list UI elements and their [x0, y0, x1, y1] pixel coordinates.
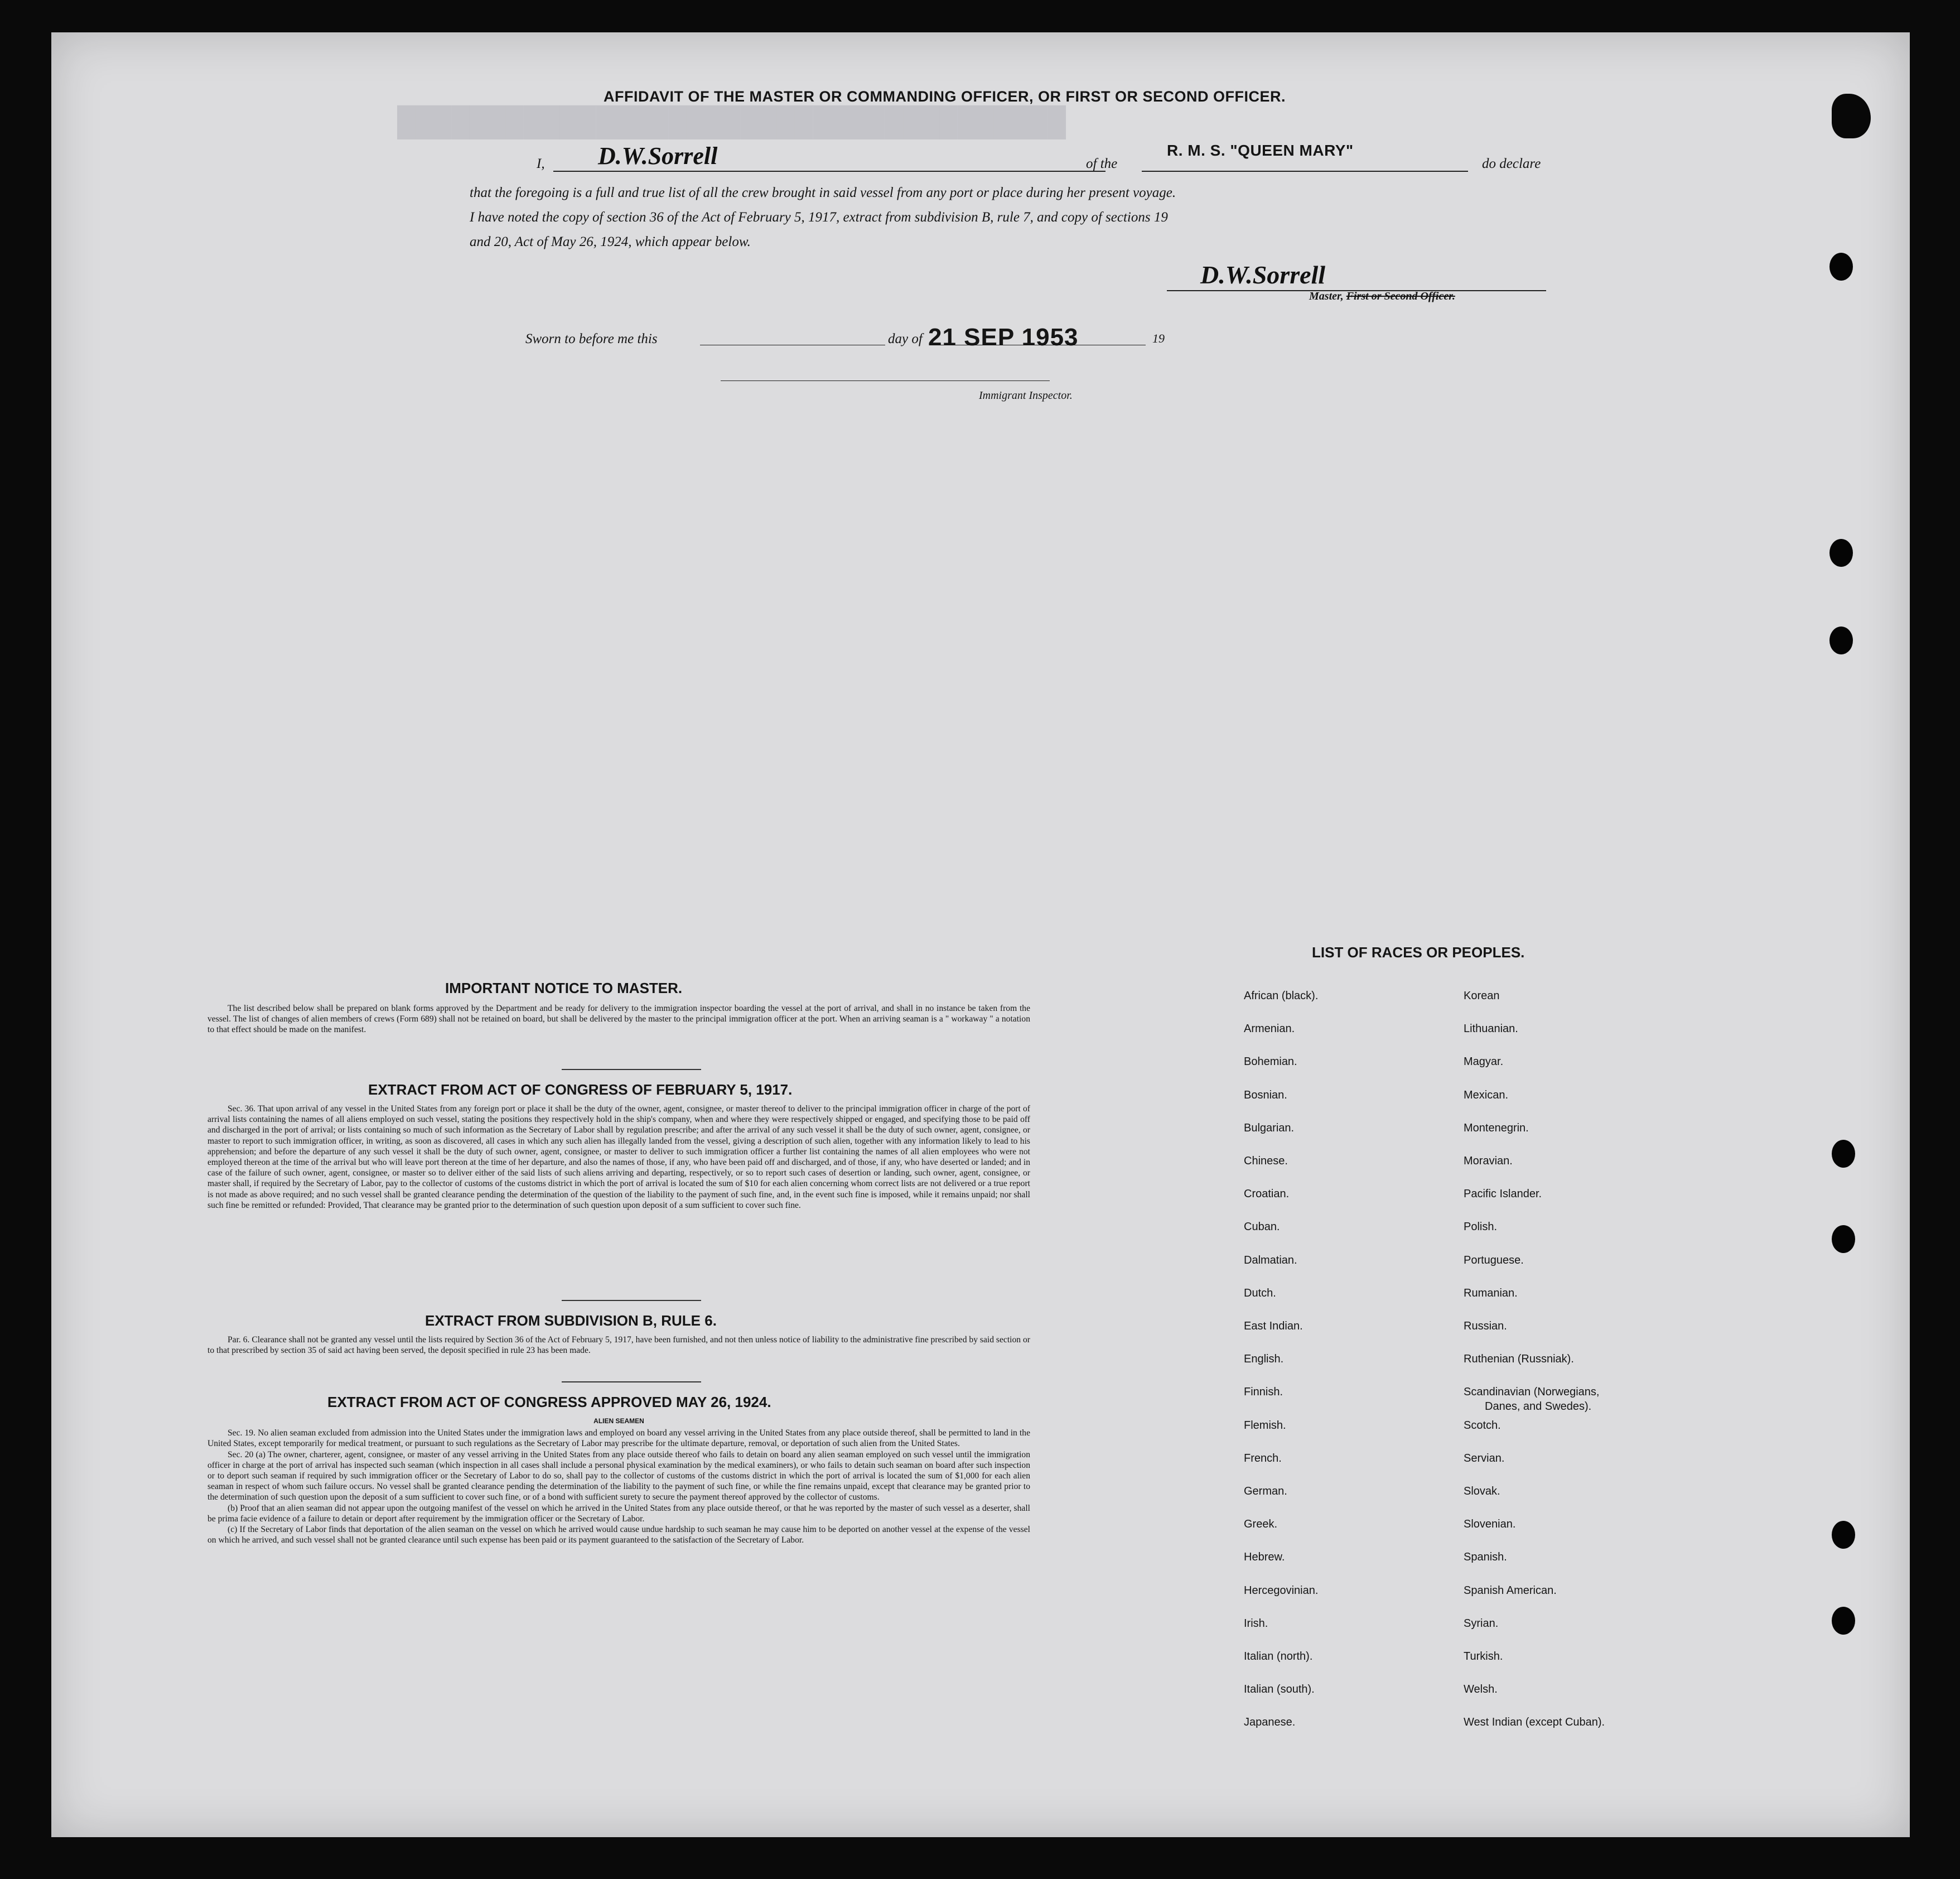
race-item: Flemish.: [1244, 1419, 1286, 1432]
race-item: East Indian.: [1244, 1320, 1303, 1332]
race-item: Danes, and Swedes).: [1485, 1400, 1592, 1413]
race-item: Dalmatian.: [1244, 1254, 1297, 1266]
race-item: Italian (north).: [1244, 1650, 1313, 1663]
sworn-label: Sworn to before me this: [525, 331, 658, 346]
inspector-label: Immigrant Inspector.: [979, 389, 1073, 402]
master-signature: D.W.Sorrell: [598, 142, 718, 170]
race-item: Korean: [1464, 990, 1500, 1002]
race-item: Russian.: [1464, 1320, 1507, 1332]
i-label: I,: [537, 156, 545, 171]
race-item: African (black).: [1244, 990, 1319, 1002]
race-item: Moravian.: [1464, 1155, 1513, 1167]
race-item: French.: [1244, 1452, 1282, 1464]
subdivision-title: EXTRACT FROM SUBDIVISION B, RULE 6.: [425, 1312, 717, 1329]
race-item: Spanish American.: [1464, 1584, 1557, 1597]
affidavit-title: AFFIDAVIT OF THE MASTER OR COMMANDING OFFICER, OR FIRST OR SECOND OFFICER.: [604, 88, 1286, 105]
race-item: Magyar.: [1464, 1056, 1504, 1068]
race-item: Mexican.: [1464, 1089, 1509, 1101]
race-item: Slovak.: [1464, 1485, 1500, 1497]
race-item: Cuban.: [1244, 1221, 1280, 1233]
document-page: [51, 32, 1910, 1837]
vessel-name: R. M. S. "QUEEN MARY": [1167, 142, 1354, 159]
torn-corner-icon: [1832, 94, 1871, 138]
race-item: Chinese.: [1244, 1155, 1288, 1167]
race-item: Hercegovinian.: [1244, 1584, 1319, 1597]
race-item: Irish.: [1244, 1617, 1268, 1630]
race-item: German.: [1244, 1485, 1287, 1497]
punch-hole-icon: [1829, 539, 1853, 567]
race-item: Hebrew.: [1244, 1551, 1285, 1563]
race-item: Scotch.: [1464, 1419, 1501, 1432]
notice-text: The list described below shall be prepared on blank forms approved by the Department and be ready for delivery to the immigration inspector boarding the vessel at the port of arrival, and shall in no instance be taken from the vessel. The list of changes of alien members of crews (Form 689) shall not be retained on board, but shall be delivered by the master to the principal immigration officer at the port. When an arriving seaman is a " workaway " a notation to that effect should be made on the manifest.: [207, 1004, 1030, 1035]
affidavit-line-3: and 20, Act of May 26, 1924, which appear below.: [470, 234, 751, 249]
affidavit-line-2: I have noted the copy of section 36 of the Act of February 5, 1917, extract from subdivision B, rule 7, and copy of sections 19: [470, 210, 1168, 225]
race-item: English.: [1244, 1353, 1284, 1365]
race-item: Japanese.: [1244, 1716, 1296, 1728]
race-item: Bosnian.: [1244, 1089, 1287, 1101]
punch-hole-icon: [1829, 627, 1853, 654]
affidavit-line-1: that the foregoing is a full and true list of all the crew brought in said vessel from any port or place during her present voyage.: [470, 185, 1176, 200]
races-title: LIST OF RACES OR PEOPLES.: [1312, 944, 1525, 961]
date-stamp: 21 SEP 1953: [928, 324, 1079, 351]
race-item: Greek.: [1244, 1518, 1278, 1530]
punch-hole-icon: [1832, 1140, 1855, 1168]
race-item: Pacific Islander.: [1464, 1188, 1542, 1200]
extract-1917-title: EXTRACT FROM ACT OF CONGRESS OF FEBRUARY 5, 1917.: [368, 1081, 793, 1098]
master-signature-2: D.W.Sorrell: [1200, 261, 1326, 289]
punch-hole-icon: [1832, 1607, 1855, 1635]
of-the-label: of the: [1086, 156, 1118, 171]
race-item: Turkish.: [1464, 1650, 1503, 1663]
do-declare-label: do declare: [1482, 156, 1541, 171]
race-item: Servian.: [1464, 1452, 1505, 1464]
race-item: Italian (south).: [1244, 1683, 1315, 1695]
race-item: Welsh.: [1464, 1683, 1498, 1695]
day-of-label: day of: [888, 331, 923, 346]
race-item: Armenian.: [1244, 1023, 1295, 1035]
race-item: Rumanian.: [1464, 1287, 1518, 1299]
extract-1917-text: Sec. 36. That upon arrival of any vessel in the United States from any foreign port or place it shall be the duty of the owner, agent, consignee, or master thereof to deliver to the principal immigration officer in charge of the port of arrival lists containing the names of all aliens employed on such vessel, stating the positions they respectively hold in the ship's company, when and where they were respectively shipped or engaged, and specifying those to be paid off and discharged in the port of arrival; or lists containing so much of such information as the Secretary of Labor shall by regulation prescribe; and after the arrival of any such vessel it shall be the duty of such owner, agent, consignee, or master to report to such immigration officer, in writing, as soon as discovered, all cases in which any such alien has illegally landed from the vessel, giving a description of such alien, together with any information likely to lead to his apprehension; and before the departure of any such vessel it shall be the duty of such owner, agent, consignee, or master to deliver to such immigration officer a further list containing the names of all alien employees who were not employed thereon at the time of the arrival but who will leave port thereon at the time of her departure, and also the names of those, if any, who have been paid off and discharged, and of those, if any, who have deserted or landed; and in case of the failure of such owner, agent, consignee, or master so to deliver either of the said lists of such aliens arriving and departing, respectively, or so to report such cases of desertion or landing, such owner, agent, consignee, or master shall, if required by the Secretary of Labor, pay to the collector of customs of the customs district in which the port of arrival is located the sum of $10 for each alien concerning whom correct lists are not delivered or a true report is not made as above required; and no such vessel shall be granted clearance pending the determination of the question of the liability to the payment of such fine, and, in the event such fine is imposed, while it remains unpaid; nor shall such fine be remitted or refunded: Provided, That clearance may be granted prior to the determination of such question upon deposit of a sum sufficient to cover such fine.: [207, 1104, 1030, 1210]
race-item: West Indian (except Cuban).: [1464, 1716, 1605, 1728]
notice-title: IMPORTANT NOTICE TO MASTER.: [445, 980, 683, 996]
race-item: Lithuanian.: [1464, 1023, 1518, 1035]
race-item: Bohemian.: [1244, 1056, 1297, 1068]
race-item: Finnish.: [1244, 1386, 1283, 1398]
race-item: Ruthenian (Russniak).: [1464, 1353, 1574, 1365]
race-item: Dutch.: [1244, 1287, 1276, 1299]
subdivision-text: Par. 6. Clearance shall not be granted any vessel until the lists required by Section 36 of the Act of February 5, 1917, have been furnished, and not then unless notice of liability to the administrative fine prescribed by said section or to that prescribed by section 35 of said act having been served, the deposit specified in rule 23 has been made.: [207, 1335, 1030, 1356]
race-item: Slovenian.: [1464, 1518, 1516, 1530]
race-item: Bulgarian.: [1244, 1122, 1295, 1134]
punch-hole-icon: [1829, 253, 1853, 281]
bleed-through-decoration: █████████████████████████████████████: [397, 105, 1066, 139]
race-item: Portuguese.: [1464, 1254, 1524, 1266]
race-item: Spanish.: [1464, 1551, 1507, 1563]
race-item: Montenegrin.: [1464, 1122, 1529, 1134]
race-item: Croatian.: [1244, 1188, 1290, 1200]
race-item: Syrian.: [1464, 1617, 1499, 1630]
extract-1924-text: ALIEN SEAMEN Sec. 19. No alien seaman excluded from admission into the United States under the immigration laws and employed on board any vessel arriving in the United States from any place outside thereof, shall be permitted to land in the United States, except temporarily for medical treatment, or pursuant to such regulations as the Secretary of Labor may prescribe for the ultimate departure, removal, or deportation of such alien from the United States. Sec. 20 (a) The owner, charterer, agent, consignee, or master of any vessel arriving in the United States from any place outside thereof who fails to detain on board any alien seaman employed on such vessel until the immigration officer in charge at the port of arrival has inspected such seaman (which inspection in all cases shall include a personal physical examination by the medical examiners), or who fails to detain such seaman on board after such inspection or to deport such seaman if required by such immigration officer or the Secretary of Labor to do so, shall pay to the collector of customs of the customs district in which the port of arrival is located the sum of $1,000 for each alien seaman in respect of whom such failure occurs. No vessel shall be granted clearance pending the determination of the liability to the payment of such fine, or while the fine remains unpaid, except that clearance may be granted prior to the determination of such question upon the deposit of a sum sufficient to cover such fine, or of a bond with sufficient surety to secure the payment thereof approved by the collector of customs. (b) Proof that an alien seaman did not appear upon the outgoing manifest of the vessel on which he arrived in the United States from any place outside thereof, or that he was reported by the master of such vessel as a deserter, shall be prima facie evidence of a failure to detain or deport after requirement by the immigration officer or the Secretary of Labor. (c) If the Secretary of Labor finds that deportation of the alien seaman on the vessel on which he arrived would cause undue hardship to such seaman he may cause him to be deported on another vessel at the expense of the vessel on which he arrived, and such vessel shall not be granted clearance until such expense has been paid or its payment guaranteed to the satisfaction of the Secretary of Labor.: [207, 1417, 1030, 1545]
punch-hole-icon: [1832, 1521, 1855, 1549]
punch-hole-icon: [1832, 1225, 1855, 1253]
master-label: Master, First or Second Officer.: [1309, 290, 1455, 302]
year-prefix: 19: [1152, 331, 1165, 345]
race-item: Polish.: [1464, 1221, 1498, 1233]
extract-1924-title: EXTRACT FROM ACT OF CONGRESS APPROVED MAY 26, 1924.: [327, 1394, 771, 1410]
race-item: Scandinavian (Norwegians,: [1464, 1386, 1600, 1398]
